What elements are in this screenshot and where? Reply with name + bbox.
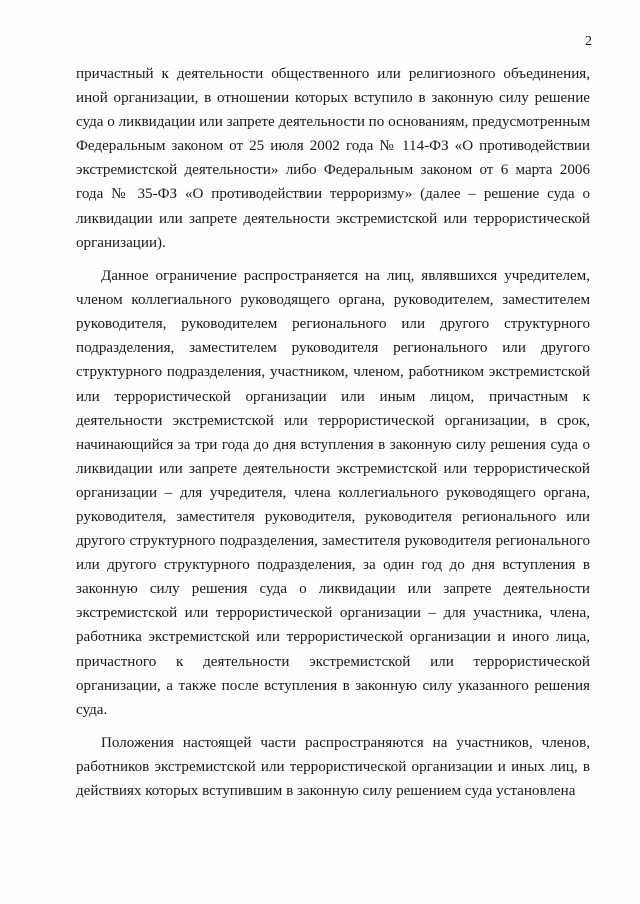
paragraph-applicability: Положения настоящей части распространяются на участников, членов, работников экстремистской или террористической организации и иных лиц, в действиях которых вступившим в законную силу решением суда установлена: [76, 735, 590, 800]
paragraph-restriction-scope: Данное ограничение распространяется на лиц, являвшихся учредителем, членом коллегиального руководящего органа, руководителем, заместителем руководителя, руководителем регионального или другого структурного подразделения, заместителем руководителя регионального или другого структурного подразделения, участником, членом, работником экстремистской или террористической организации или иным лицом, причастным к деятельности экстремистской или террористической организации, в срок, начинающийся за три года до дня вступления в законную силу решения суда о ликвидации или запрете деятельности экстремистской или террористической организации – для учредителя, члена коллегиального руководящего органа, руководителя, заместителя руководителя, руководителя регионального или другого структурного подразделения, заместителя руководителя регионального или другого структурного подразделения, за один год до дня вступления в законную силу решения суда о ликвидации или запрете деятельности экстремистской или террористической организации – для участника, члена, работника экстремистской или террористической организации и иного лица, причастного к деятельности экстремистской или террористической организации, а также после вступления в законную силу указанного решения суда.: [76, 268, 590, 718]
document-body: [76, 62, 590, 813]
page-number: 2: [585, 34, 592, 49]
paragraph-continuation: причастный к деятельности общественного или религиозного объединения, иной организации, в отношении которых вступило в законную силу решение суда о ликвидации или запрете деятельности по основаниям, предусмотренным Федеральным законом от 25 июля 2002 года № 114-ФЗ «О противодействии экстремистской деятельности» либо Федеральным законом от 6 марта 2006 года № 35-ФЗ «О противодействии терроризму» (далее – решение суда о ликвидации или запрете деятельности экстремистской или террористической организации).: [76, 66, 590, 251]
